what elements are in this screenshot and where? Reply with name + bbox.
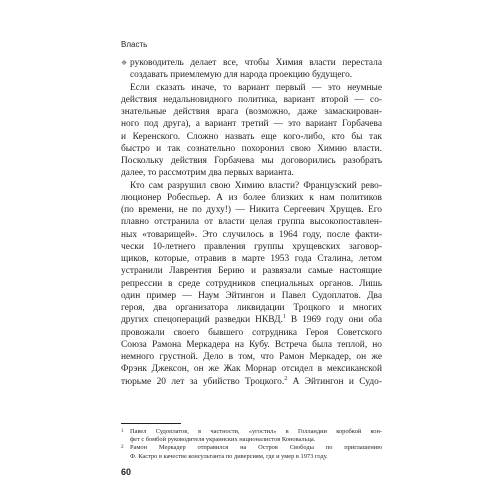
paragraph-line: немного грустной. Дело в том, что Рамон Меркадер, он же [121, 352, 382, 362]
footnotes [121, 428, 382, 461]
page-body [121, 57, 382, 388]
diamond-bullet-icon: ❖ [121, 59, 128, 67]
paragraph-line: провожали своего бывшего сотрудника Героя Советского [121, 327, 382, 338]
paragraph-line: Союза Рамона Меркадера на Кубу. Встреча была теплой, но [121, 339, 382, 350]
paragraph-line: чески 10-летнего правления группы хрущевских заговор- [121, 241, 382, 252]
bullet-item-line: ❖ руководитель делает все, чтобы Химия власти перестала [121, 58, 382, 68]
paragraph-line: один пример — Наум Эйтингон и Павел Судоплатов. Два [121, 290, 382, 301]
paragraph-line: устранили Лаврентия Берию и развязали самые настоящие [121, 266, 382, 277]
running-head: Власть [121, 40, 148, 49]
footnote-line: 1 Павел Судоплатов, в частности, «угостил» в Голландии коробкой кон- [121, 428, 382, 435]
paragraph-line: репрессии в среде сотрудников специальных органов. Лишь [121, 278, 382, 289]
paragraph-line: ных «товарищей». Это случилось в 1964 году, после факти- [121, 229, 382, 240]
paragraph-line: знательные действия врага (возможно, даже замаскирован- [121, 107, 382, 117]
paragraph-line: действия недальновидного политика, вариант второй — со- [121, 94, 382, 105]
footnote-number: 1 [121, 429, 124, 434]
paragraph-line: тюрьме 20 лет за убийство Троцкого.$^2$ А Эйтингон и Судо- [121, 375, 382, 387]
paragraph-line: ного под друга), а вариант третий — это вариант Горбачева [121, 119, 382, 130]
footnote-divider [121, 423, 181, 424]
paragraph-line: Кто сам разрушил свою Химию власти? Французский рево- [130, 180, 382, 191]
footnote-line: Ф. Кастро в качестве консультанта по диверсиям, где и умер в 1973 году. [130, 452, 328, 460]
page-number: 60 [121, 467, 132, 477]
paragraph-line: героя, два организатора ликвидации Троцкого и многих [121, 303, 382, 313]
paragraph-line: плавно отстранила от власти целая группа высокопоставлен- [121, 217, 382, 228]
paragraph-line: далее, то рассмотрим два первых варианта. [121, 168, 294, 179]
footnote-number: 2 [121, 445, 124, 451]
paragraph-line: других спецопераций разведки НКВД.$^1$ В 1969 году они оба [121, 314, 382, 326]
paragraph-line: Фрэнк Джексон, он же Жак Морнар отсидел в мексиканской [121, 364, 382, 375]
footnote-ref[interactable]: 2 [284, 375, 288, 382]
paragraph-line: быстро и так сознательно похоронил свою Химию власти. [121, 143, 382, 154]
paragraph-line: Если сказать иначе, то вариант первый — это неумные [130, 82, 382, 93]
paragraph-line: и Керенского. Сложно назвать еще кого-либо, кто бы так [121, 131, 382, 142]
footnote-ref[interactable]: 1 [282, 314, 286, 321]
paragraph-line: Поскольку действия Горбачева мы договорились разобрать [121, 156, 382, 166]
footnote-line: фет с бомбой руководителя украинских националистов Коновальца. [130, 436, 316, 444]
paragraph-line: (по времени, не по духу!) — Никита Сергеевич Хрущев. Его [121, 205, 382, 215]
bullet-item-line: создавать приемлемую для народа проекцию будущего. [130, 70, 353, 81]
footnote-line: 2 Рамон Меркадер отправился на Остров Свободы по приглашению [121, 444, 382, 452]
paragraph-line: щиков, которые, отравив в марте 1953 года Сталина, летом [121, 254, 382, 264]
paragraph-line: люционер Робеспьер. А из более близких к нам политиков [121, 192, 382, 203]
